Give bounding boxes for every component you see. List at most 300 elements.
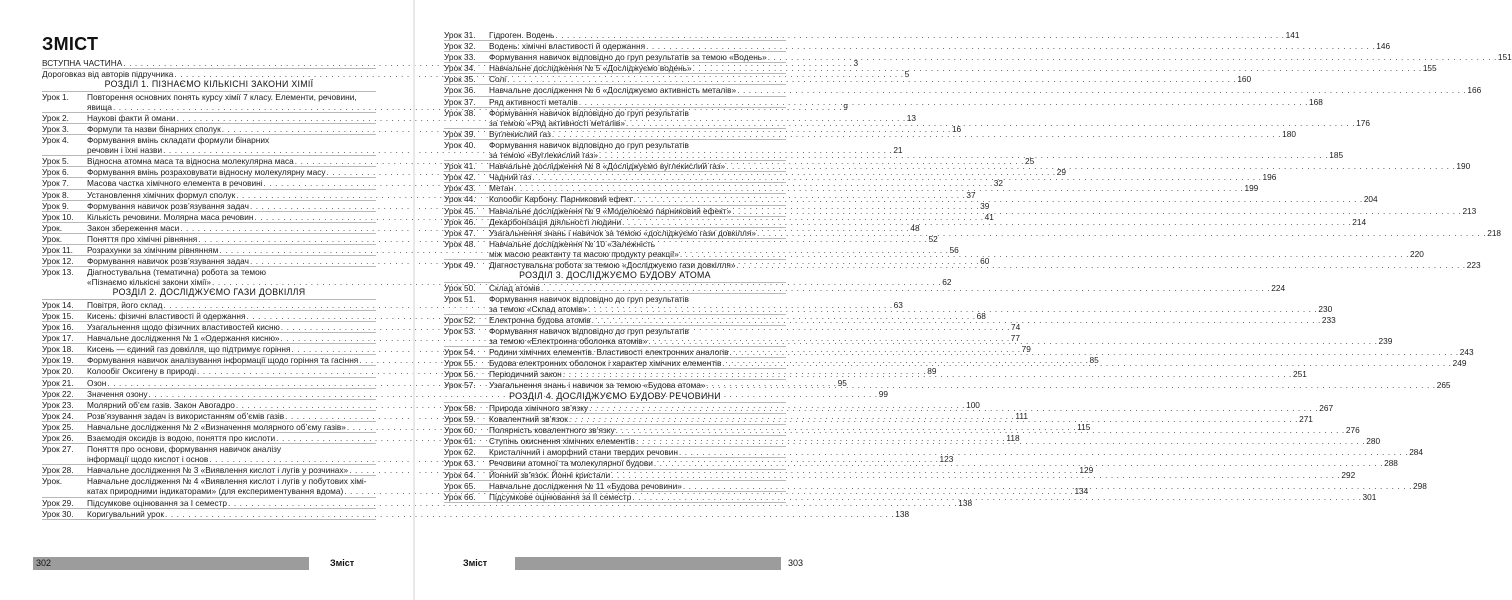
lesson-label: Урок 56. [444,369,476,380]
entry-title: Навчальне дослідження № 5 «Досліджуємо водень» [489,63,692,74]
page-ref: 155 [1422,63,1437,74]
lesson-label: Урок. [42,476,63,487]
page-ref: 267 [1319,403,1334,413]
entry-body [489,52,1512,63]
dot-leader [693,63,1422,73]
lesson-label: Урок 16. [42,322,74,333]
entry-title: за темою «Електронна оболонка атомів» [489,336,648,347]
page-ref: 29 [1056,167,1066,178]
entry-title: Навчальне дослідження № 6 «Досліджуємо активність металів» [489,85,737,96]
toc-entry [444,63,1437,74]
entry-title: Значення озону [87,388,148,399]
dot-leader [722,358,1451,368]
lesson-label: Урок 31. [444,30,476,40]
entry-title: Діагностувальна (тематична) робота за темою [87,267,266,278]
page-ref: 37 [966,189,976,200]
entry-line [87,476,376,486]
entry-title: Родини хімічних елементів. Властивості електронних аналогів [489,347,729,358]
entry-body [42,58,859,68]
entry-title: Навчальне дослідження № 11 «Будова речовини» [489,480,682,491]
dot-leader [555,30,1284,40]
lesson-label: Урок 58. [444,403,476,413]
section-heading: РОЗДІЛ 1. ПІЗНАЄМО КІЛЬКІСНІ ЗАКОНИ ХІМІЇ [42,79,376,92]
page-ref: 21 [893,145,903,156]
dot-leader [646,41,1375,51]
lesson-label: Урок 24. [42,410,74,421]
entry-title: Повторення основних понять курсу хімії 7 класу. Елементи, речовини, [87,91,357,102]
lesson-label: Урок 36. [444,85,476,96]
entry-title: Узагальнення знань і навичок за темою «Будова атома» [489,380,706,391]
dot-leader [726,161,1455,171]
entry-title: інформації щодо кислот і основ [87,454,209,465]
dot-leader [514,183,1243,193]
page-ref: 280 [1366,436,1381,447]
lesson-label: Урок 62. [444,447,476,458]
entry-line [87,508,910,519]
dot-leader [768,52,1497,62]
entry-title: Установлення хімічних формул сполук [87,189,236,200]
dot-leader [679,447,1408,457]
lesson-label: Урок 49. [444,259,476,270]
entry-title: Відносна атомна маса та відносна молекулярна маса [87,156,294,167]
dot-leader [616,425,1345,435]
page-ref: 151 [1497,52,1512,63]
entry-title: Склад атомів [489,282,541,293]
page-ref: 123 [939,454,954,465]
lesson-label: Урок 3. [42,123,69,134]
page-ref: 32 [993,178,1003,189]
page-ref: 138 [895,508,910,519]
lesson-label: Урок 8. [42,189,69,200]
lesson-label: Урок 33. [444,52,476,63]
dot-leader [563,369,1292,379]
dot-leader [683,481,1412,491]
page-ref: 39 [980,200,990,211]
dot-leader [737,260,1466,270]
entry-title: Розв’язування задач із використанням об’ємів газів [87,410,285,421]
entry-title: Гідроген. Водень [489,30,555,40]
dot-leader [622,217,1351,227]
page-ref: 204 [1363,194,1378,205]
running-title: Зміст [330,558,355,568]
dot-leader [532,172,1261,182]
lesson-label: Урок 63. [444,458,476,469]
page-ref: 199 [1244,183,1259,194]
entry-title: Діагностувальна робота за темою «Досліджуємо гази довкілля» [489,259,736,270]
footer-bar [515,557,781,570]
entry-body [489,74,1252,85]
entry-title: Вуглекислий газ [489,128,551,139]
entry-title: Колообіг Оксигену в природі [87,366,196,377]
entry-title: Йонний зв’язок. Йонні кристали [489,469,611,480]
entry-title: Полярність ковалентного зв’язку [489,425,615,436]
entry-title: Навчальне дослідження № 9 «Моделюємо парниковий ефект» [489,205,732,216]
lesson-label: Урок 26. [42,433,74,443]
page-ref: 146 [1376,41,1391,52]
entry-line [489,140,786,150]
entry-title: Поняття про хімічні рівняння [87,233,198,244]
entry-line [489,74,1252,85]
page-ref: 56 [949,245,959,255]
page-ref: 118 [1006,433,1020,443]
lesson-label: Урок 17. [42,333,74,344]
entry-title: Навчальне дослідження № 3 «Виявлення кислот і лугів у розчинах» [87,465,349,476]
page-ref: 224 [1271,282,1286,293]
lesson-label: Урок 32. [444,41,476,52]
lesson-label: Урок 53. [444,325,476,336]
entry-title: Навчальне дослідження № 8 «Досліджуємо вуглекислий газ» [489,161,726,172]
lesson-label: Урок 52. [444,314,476,325]
entry-title: ВСТУПНА ЧАСТИНА [42,58,123,68]
lesson-label: Урок 51. [444,293,476,304]
toc-entry [444,74,1252,85]
page-ref: 249 [1452,358,1467,369]
dot-leader [730,347,1459,357]
entry-title: явища [87,101,112,112]
page-ref: 100 [966,399,980,410]
page-ref: 77 [1010,333,1020,344]
page-ref: 271 [1299,414,1313,425]
page-ref: 239 [1378,336,1393,347]
entry-title: Навчальне дослідження № 1 «Одержання кисню» [87,333,280,344]
entry-title: Формування вмінь складати формули бінарних [87,135,270,146]
entry-title: Молярний об’єм газів. Закон Авогадро [87,399,235,410]
lesson-label: Урок 43. [444,183,476,194]
entry-title: Повітря, його склад [87,299,163,310]
dot-leader [632,492,1361,502]
page-ref: 63 [893,299,903,310]
lesson-label: Урок 22. [42,388,74,399]
entry-title: Ступінь окиснення хімічних елементів [489,436,636,447]
dot-leader [634,194,1363,204]
entry-line [489,85,1482,96]
lesson-label: Урок 57. [444,380,476,391]
dot-leader [626,118,1355,128]
entry-title: за темою «Склад атомів» [489,303,588,314]
lesson-label: Урок 46. [444,216,476,227]
entry-title: Кількість речовини. Молярна маса речовин [87,211,254,222]
page-ref: 74 [1011,322,1021,333]
dot-leader [707,377,1436,390]
entry-title: Декарбонізація діяльності людини [489,216,622,227]
page-ref: 16 [951,123,962,134]
page-ref: 233 [1321,314,1336,325]
dot-leader [636,436,1365,446]
entry-body [87,508,910,519]
entry-body [489,63,1437,74]
lesson-label: Урок 10. [42,211,74,222]
entry-body [489,85,1482,96]
lesson-label: Урок 9. [42,200,69,211]
entry-line [489,30,1300,40]
dot-leader [680,249,1409,259]
entry-line [87,92,376,102]
page-ref: 166 [1467,85,1482,96]
entry-title: Електронна будова атомів [489,314,591,325]
page-ref: 230 [1318,303,1333,314]
lesson-label: Урок 42. [444,172,476,183]
entry-body [489,30,1300,40]
lesson-label: Урок 12. [42,256,74,267]
page-ref: 185 [1329,150,1344,161]
toc-entry [444,52,1512,63]
entry-title: Ряд активності металів [489,96,578,107]
lesson-label: Урок 50. [444,282,476,293]
entry-title: Навчальне дослідження № 10 «Залежність [489,238,656,249]
lesson-label: Урок 37. [444,96,476,107]
page-ref: 284 [1409,447,1424,458]
entry-line [489,480,1427,491]
entry-title: Кисень: фізичні властивості й одержання [87,310,246,321]
entry-title: Наукові факти й омани [87,112,176,123]
entry-title: Періодичний закон [489,369,562,380]
entry-title: за темою «Ряд активності металів» [489,117,625,128]
entry-line [489,63,1437,74]
entry-body [489,96,1323,107]
lesson-label: Урок 59. [444,414,476,425]
lesson-label: Урок 41. [444,161,476,172]
dot-leader [569,414,1298,424]
entry-title: Узагальнення знань і навичок за темою «досліджуємо гази довкілля» [489,227,756,238]
lesson-label: Урок 66. [444,491,476,502]
lesson-label: Урок 15. [42,310,74,321]
entry-line [489,326,786,336]
entry-title: Дороговказ від авторів підручника [42,69,174,80]
toc-entry [444,30,1300,41]
section-heading: РОЗДІЛ 3. ДОСЛІДЖУЄМО БУДОВУ АТОМА [444,270,786,283]
lesson-label: Урок 28. [42,465,74,476]
lesson-label: Урок 35. [444,74,476,85]
entry-body [489,480,1427,491]
lesson-label: Урок 5. [42,156,69,167]
entry-title: Формування навичок розв’язування задач [87,200,249,211]
entry-title: Коригувальний урок [87,508,165,519]
lesson-label: Урок 47. [444,227,476,238]
page-ref: 288 [1384,458,1398,469]
lesson-label: Урок 14. [42,299,74,310]
entry-body [87,497,973,508]
toc-entry [444,96,1323,108]
entry-title: Формування вмінь розраховувати відносну молекулярну масу [87,167,326,178]
entry-line [87,135,376,145]
entry-title: Розрахунки за хімічним рівнянням [87,245,219,255]
entry-title: Формування навичок відповідно до груп результатів [489,107,689,118]
page-ref: 95 [837,377,847,388]
lesson-label: Урок 18. [42,344,74,355]
dot-leader [552,129,1281,139]
entry-title: Навчальне дослідження № 2 «Визначення молярного об’єму газів» [87,421,346,432]
page-ref: 265 [1436,380,1451,391]
entry-body [489,41,1391,52]
dot-leader [737,85,1466,95]
page-ref: 138 [958,497,973,508]
dot-leader [507,74,1236,84]
page-ref: 99 [878,388,888,399]
lesson-label: Урок 19. [42,355,74,366]
toc-entry [444,447,1424,458]
page-ref: 85 [1089,355,1099,366]
page-ref: 251 [1292,369,1307,380]
page-ref: 176 [1356,117,1370,128]
entry-title: Колообіг Карбону. Парниковий ефект [489,194,633,205]
entry-line [42,58,859,68]
entry-title: Масова частка хімічного елемента в речовині [87,178,263,189]
page-ref: 3 [853,58,859,68]
dot-leader [599,150,1328,160]
entry-line [489,52,1512,63]
entry-title: речовин і їхні назви [87,145,163,156]
entry-title: за темою «Вуглекислий газ» [489,150,599,161]
entry-title: Поняття про основи, формування навичок аналізу [87,444,282,455]
entry-title: Формування навичок аналізування інформації щодо горіння та гасіння [87,355,359,366]
lesson-label: Урок 54. [444,347,476,358]
lesson-label: Урок 21. [42,377,74,388]
toc-title: ЗМІСТ [42,34,99,54]
page-ref: 292 [1341,469,1356,480]
page-ref: 41 [984,211,994,222]
entry-title: Узагальнення щодо фізичних властивостей кисню [87,322,280,333]
page-ref: 62 [942,277,952,288]
lesson-label: Урок 13. [42,267,74,278]
entry-line [489,447,1424,458]
section-heading: РОЗДІЛ 4. ДОСЛІДЖУЄМО БУДОВУ РЕЧОВИНИ [444,391,786,404]
lesson-label: Урок 45. [444,205,476,216]
entry-title: між масою реактанту та масою продукту реакції» [489,248,679,259]
dot-leader [611,470,1340,480]
lesson-label: Урок 39. [444,128,476,139]
entry-line [87,267,376,277]
lesson-label: Урок 61. [444,436,476,447]
dot-leader [592,315,1321,325]
page-number: 303 [788,558,804,568]
page-ref: 214 [1352,216,1367,227]
entry-line [489,108,786,118]
entry-title: Озон [87,377,107,388]
lesson-label: Урок 23. [42,399,74,410]
page-ref: 25 [1025,156,1035,167]
lesson-label: Урок 2. [42,112,69,123]
entry-title: Речовини атомної та молекулярної будови [489,458,653,469]
page-ref: 115 [1077,421,1091,432]
page-ref: 190 [1456,161,1471,172]
entry-line [87,497,973,508]
page-ref: 298 [1413,480,1427,491]
page-ref: 134 [1074,486,1089,497]
page-ref: 52 [928,233,938,244]
entry-title: Солі [489,74,507,85]
entry-title: катах природними індикаторами» (для експериментування вдома) [87,486,344,497]
entry-line [489,294,786,304]
entry-title: Підсумкове оцінювання за ІІ семестр [489,491,632,502]
lesson-label: Урок 38. [444,107,476,118]
lesson-label: Урок 60. [444,425,476,436]
lesson-label: Урок 55. [444,358,476,369]
page-ref: 223 [1466,259,1481,270]
entry-title: Формування навичок відповідно до груп результатів [489,325,689,336]
entry-title: Кисень — єдиний газ довкілля, що підтримує горіння [87,344,291,355]
dot-leader [648,336,1377,346]
footer-bar [33,557,309,570]
lesson-label: Урок 25. [42,421,74,432]
page-ref: 79 [1021,344,1031,355]
page-ref: 9 [843,101,848,112]
entry-line [489,41,1391,52]
lesson-label: Урок 6. [42,167,69,178]
page-ref: 243 [1459,347,1474,358]
entry-title: Водень: хімічні властивості й одержання [489,41,646,52]
entry-title: Формування навичок відповідно до груп результатів за темою «Водень» [489,52,767,63]
lesson-label: Урок 27. [42,444,74,455]
page-ref: 5 [904,69,910,80]
entry-body [489,447,1424,458]
entry-title: Закон збереження маси [87,222,180,233]
lesson-label: Урок 11. [42,245,73,255]
dot-leader [654,458,1383,468]
page-ref: 276 [1345,425,1360,436]
entry-title: Навчальне дослідження № 4 «Виявлення кислот і лугів у побутових хімі- [87,476,367,487]
toc-entry [42,508,910,520]
page-ref: 129 [1079,465,1094,476]
lesson-label: Урок 48. [444,238,476,249]
page-ref: 180 [1282,128,1296,139]
entry-title: Формування навичок відповідно до груп результатів [489,139,689,150]
entry-title: Взаємодія оксидів із водою, поняття про кислоти [87,433,276,443]
dot-leader [588,304,1317,314]
page-ref: 301 [1362,491,1377,502]
dot-leader [757,228,1486,238]
lesson-label: Урок. [42,222,63,233]
page-ref: 111 [1015,410,1028,421]
running-title: Зміст [463,558,488,568]
entry-title: Формування навичок відповідно до груп результатів [489,293,689,304]
entry-title: Формули та назви бінарних сполук [87,123,221,134]
lesson-label: Урок 7. [42,178,69,189]
page-ref: 218 [1487,227,1502,238]
page-ref: 60 [980,256,990,267]
entry-title: Природа хімічного зв’язку [489,403,589,413]
lesson-label: Урок 1. [42,91,69,102]
section-heading: РОЗДІЛ 2. ДОСЛІДЖУЄМО ГАЗИ ДОВКІЛЛЯ [42,287,376,300]
entry-title: Кристалічний і аморфний стани твердих речовин [489,447,678,458]
entry-title: Формування навичок розв’язування задач [87,256,249,267]
lesson-label: Урок 40. [444,139,476,150]
dot-leader [541,283,1270,293]
dot-leader [589,403,1318,413]
page-ref: 141 [1285,30,1300,40]
lesson-label: Урок 20. [42,366,74,377]
entry-title: «Пізнаємо кількісні закони хімії» [87,277,212,288]
page-ref: 213 [1462,205,1477,216]
dot-leader [732,206,1461,216]
page-ref: 89 [927,366,937,377]
lesson-label: Урок 64. [444,469,476,480]
entry-title: Метан [489,183,514,194]
toc-entry [444,85,1482,96]
lesson-label: Урок 4. [42,135,69,146]
lesson-label: Урок 29. [42,497,74,508]
entry-title: Підсумкове оцінювання за І семестр [87,497,228,508]
toc-entry [444,41,1391,52]
page-ref: 160 [1237,74,1252,85]
page-ref: 196 [1262,172,1277,183]
entry-line [489,96,1323,107]
lesson-label: Урок 34. [444,63,476,74]
entry-title: Будова електронних оболонок і характер хімічних елементів [489,358,722,369]
entry-title: Ковалентний зв’язок [489,414,568,425]
page-ref: 68 [976,310,986,321]
page-ref: 168 [1309,96,1323,107]
page-ref: 48 [910,222,920,233]
